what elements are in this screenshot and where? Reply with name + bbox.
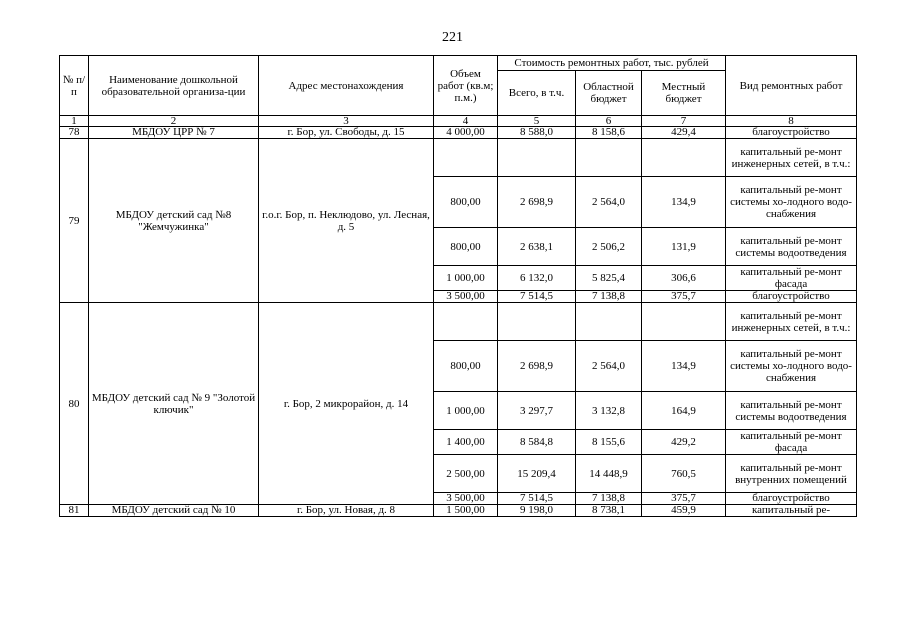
work-type-cell: капитальный ре-монт системы хо-лодного водо-снабжения (726, 177, 857, 228)
regional-cell: 2 506,2 (576, 228, 642, 266)
org-address: г. Бор, 2 микрорайон, д. 14 (259, 303, 434, 505)
total-cell: 9 198,0 (498, 505, 576, 517)
total-cell (498, 303, 576, 341)
regional-cell (576, 139, 642, 177)
table-row (60, 127, 857, 139)
header-org-name: Наименование дошкольной образовательной организа-ции (89, 56, 259, 116)
total-cell: 7 514,5 (498, 493, 576, 505)
work-type-cell: капитальный ре-монт системы водоотведения (726, 228, 857, 266)
regional-cell: 2 564,0 (576, 341, 642, 392)
work-type-cell: благоустройство (726, 291, 857, 303)
header-no: № п/п (60, 56, 89, 116)
row-number: 78 (60, 127, 89, 139)
volume-cell: 800,00 (434, 341, 498, 392)
work-type-cell: капитальный ре-монт фасада (726, 430, 857, 455)
total-cell: 2 638,1 (498, 228, 576, 266)
work-type-cell: капитальный ре-монт фасада (726, 266, 857, 291)
total-cell: 7 514,5 (498, 291, 576, 303)
org-address: г.о.г. Бор, п. Неклюдово, ул. Лесная, д. 5 (259, 139, 434, 303)
header-regional: Областной бюджет (576, 71, 642, 116)
work-type-cell: капитальный ре-монт внутренних помещений (726, 455, 857, 493)
volume-cell: 1 400,00 (434, 430, 498, 455)
col-number: 3 (259, 116, 434, 127)
header-address: Адрес местонахождения (259, 56, 434, 116)
col-number: 4 (434, 116, 498, 127)
org-name: МБДОУ ЦРР № 7 (89, 127, 259, 139)
total-cell: 8 584,8 (498, 430, 576, 455)
volume-cell: 800,00 (434, 228, 498, 266)
header-total: Всего, в т.ч. (498, 71, 576, 116)
org-name: МБДОУ детский сад № 9 "Золотой ключик" (89, 303, 259, 505)
regional-cell: 3 132,8 (576, 392, 642, 430)
column-number-row (60, 116, 857, 127)
volume-cell (434, 303, 498, 341)
org-address: г. Бор, ул. Свободы, д. 15 (259, 127, 434, 139)
regional-cell: 5 825,4 (576, 266, 642, 291)
total-cell: 3 297,7 (498, 392, 576, 430)
volume-cell: 800,00 (434, 177, 498, 228)
total-cell: 2 698,9 (498, 341, 576, 392)
volume-cell: 1 000,00 (434, 392, 498, 430)
volume-cell: 4 000,00 (434, 127, 498, 139)
col-number: 1 (60, 116, 89, 127)
col-number: 8 (726, 116, 857, 127)
row-number: 80 (60, 303, 89, 505)
local-cell (642, 303, 726, 341)
local-cell: 164,9 (642, 392, 726, 430)
volume-cell (434, 139, 498, 177)
local-cell: 134,9 (642, 177, 726, 228)
work-type-cell: капитальный ре-монт инженерных сетей, в т.ч.: (726, 139, 857, 177)
local-cell: 375,7 (642, 493, 726, 505)
local-cell: 306,6 (642, 266, 726, 291)
col-number: 6 (576, 116, 642, 127)
regional-cell: 8 738,1 (576, 505, 642, 517)
local-cell: 134,9 (642, 341, 726, 392)
regional-cell: 14 448,9 (576, 455, 642, 493)
local-cell: 459,9 (642, 505, 726, 517)
org-name: МБДОУ детский сад №8 "Жемчужинка" (89, 139, 259, 303)
header-row-1 (60, 56, 857, 71)
regional-cell: 7 138,8 (576, 493, 642, 505)
total-cell: 2 698,9 (498, 177, 576, 228)
header-work-type: Вид ремонтных работ (726, 56, 857, 116)
regional-cell: 8 158,6 (576, 127, 642, 139)
volume-cell: 2 500,00 (434, 455, 498, 493)
local-cell: 131,9 (642, 228, 726, 266)
volume-cell: 1 500,00 (434, 505, 498, 517)
work-type-cell: благоустройство (726, 127, 857, 139)
header-local: Местный бюджет (642, 71, 726, 116)
volume-cell: 3 500,00 (434, 493, 498, 505)
header-cost-group: Стоимость ремонтных работ, тыс. рублей (498, 56, 726, 71)
local-cell: 760,5 (642, 455, 726, 493)
regional-cell (576, 303, 642, 341)
volume-cell: 3 500,00 (434, 291, 498, 303)
org-address: г. Бор, ул. Новая, д. 8 (259, 505, 434, 517)
total-cell: 6 132,0 (498, 266, 576, 291)
col-number: 5 (498, 116, 576, 127)
volume-cell: 1 000,00 (434, 266, 498, 291)
local-cell: 375,7 (642, 291, 726, 303)
regional-cell: 7 138,8 (576, 291, 642, 303)
work-type-cell: капитальный ре- (726, 505, 857, 517)
local-cell: 429,2 (642, 430, 726, 455)
org-name: МБДОУ детский сад № 10 (89, 505, 259, 517)
table-row (60, 505, 857, 517)
row-number: 79 (60, 139, 89, 303)
regional-cell: 8 155,6 (576, 430, 642, 455)
work-type-cell: благоустройство (726, 493, 857, 505)
total-cell (498, 139, 576, 177)
col-number: 2 (89, 116, 259, 127)
page-number: 221 (442, 30, 463, 45)
work-type-cell: капитальный ре-монт системы водоотведения (726, 392, 857, 430)
table-row (60, 303, 857, 341)
work-type-cell: капитальный ре-монт инженерных сетей, в т.ч.: (726, 303, 857, 341)
col-number: 7 (642, 116, 726, 127)
total-cell: 15 209,4 (498, 455, 576, 493)
header-volume: Объем работ (кв.м; п.м.) (434, 56, 498, 116)
repair-works-table (59, 55, 857, 517)
work-type-cell: капитальный ре-монт системы хо-лодного водо-снабжения (726, 341, 857, 392)
row-number: 81 (60, 505, 89, 517)
table-row (60, 139, 857, 177)
local-cell: 429,4 (642, 127, 726, 139)
local-cell (642, 139, 726, 177)
regional-cell: 2 564,0 (576, 177, 642, 228)
total-cell: 8 588,0 (498, 127, 576, 139)
